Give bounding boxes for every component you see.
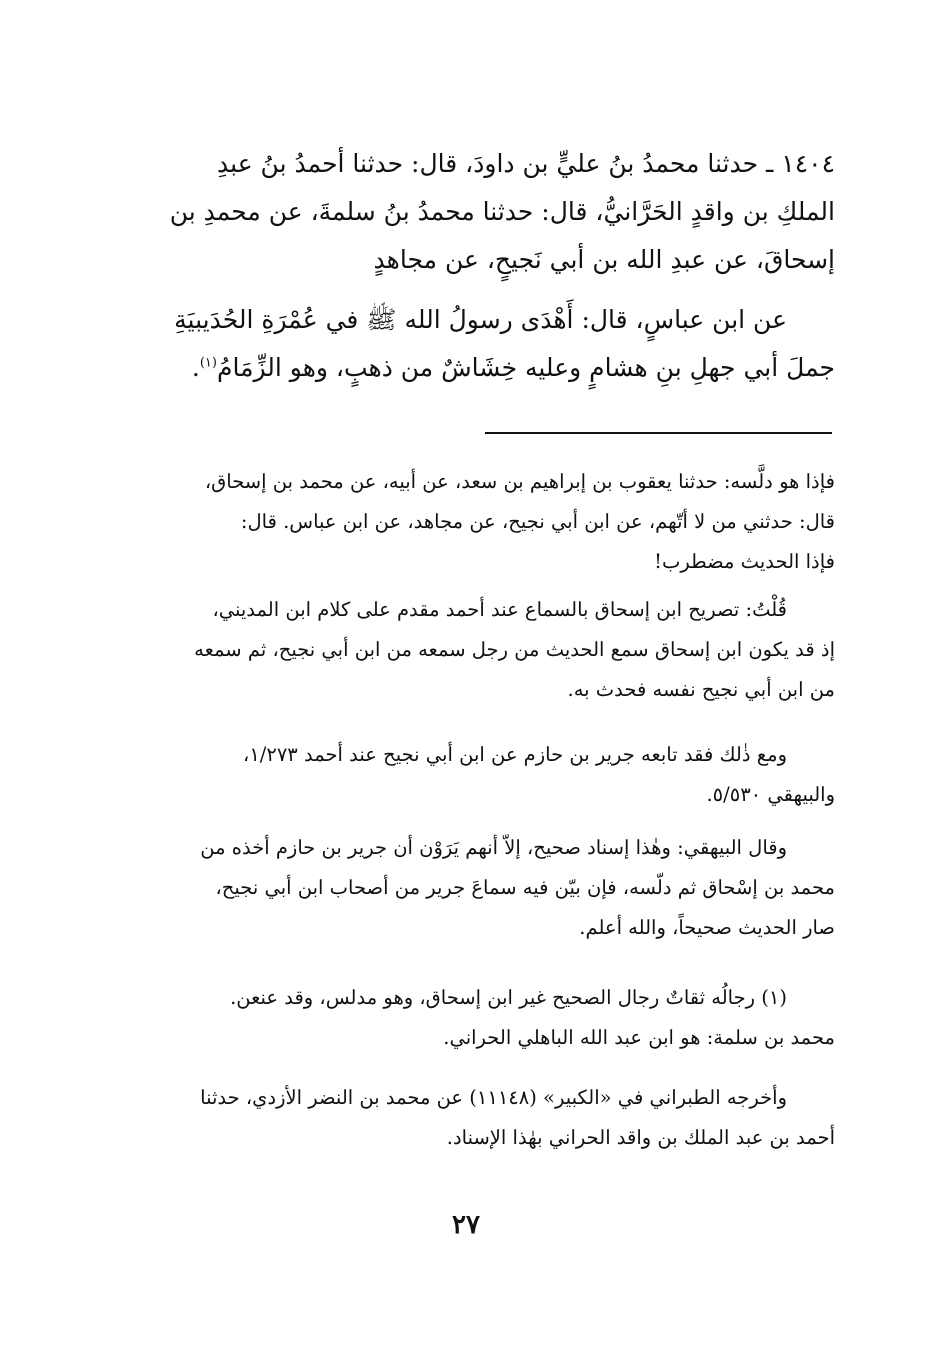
footnote-line: ومع ذٰلك فقد تابعه جرير بن حازم عن ابن أبي نجيح عند أحمد ١/٢٧٣، (243, 743, 787, 766)
matn-text: جملَ أبي جهلِ بنِ هشامٍ وعليه خِشَاشٌ من ذهبٍ، وهو الزِّمَامُ (216, 353, 835, 382)
isnad-line: الملكِ بن واقدٍ الحَرَّانيُّ، قال: حدثنا محمدُ بنُ سلمةَ، عن محمدِ بن (169, 197, 835, 226)
footnote-para-2 (135, 590, 835, 710)
footnote-line: والبيهقي ٥/٥٣٠. (706, 783, 835, 806)
footnote-line: (١) رجالُه ثقاتٌ رجال الصحيح غير ابن إسحاق، وهو مدلس، وقد عنعن. (230, 986, 787, 1009)
footnote-line: فإذا هو دلَّسه: حدثنا يعقوب بن إبراهيم بن سعد، عن أبيه، عن محمد بن إسحاق، (204, 470, 835, 493)
footnote-line: قال: حدثني من لا أتّهم، عن ابن أبي نجيح، عن مجاهد، عن ابن عباس. قال: (240, 510, 835, 533)
footnote-line: محمد بن سلمة: هو ابن عبد الله الباهلي الحراني. (443, 1026, 835, 1049)
footnote-para-1 (135, 462, 835, 582)
footnote-note-2 (135, 1078, 835, 1158)
footnote-line: صار الحديث صحيحاً، والله أعلم. (579, 916, 835, 939)
footnote-marker: (١) (199, 355, 217, 371)
footnote-line: من ابن أبي نجيح نفسه فحدث به. (567, 678, 835, 701)
footnote-separator (485, 432, 832, 434)
footnote-line: قُلْتُ: تصريح ابن إسحاق بالسماع عند أحمد مقدم على كلام ابن المديني، (212, 598, 787, 621)
footnote-line: فإذا الحديث مضطرب! (654, 550, 835, 573)
footnote-line: محمد بن إسْحاق ثم دلّسه، فإن بيّن فيه سماعَ جرير من أصحاب ابن أبي نجيح، (215, 876, 835, 899)
footnote-note-1 (135, 978, 835, 1058)
footnote-para-3 (135, 735, 835, 815)
end-mark: . (191, 353, 200, 382)
footnote-line: وأخرجه الطبراني في «الكبير» (١١١٤٨) عن محمد بن النضر الأزدي، حدثنا (200, 1086, 787, 1109)
isnad-line: إسحاقَ، عن عبدِ الله بن أبي نَجيحٍ، عن مجاهدٍ (373, 245, 835, 274)
matn-line (135, 344, 835, 392)
footnote-line: وقال البيهقي: وهٰذا إسناد صحيح، إلاّ أنهم يَرَوْن أن جرير بن حازم أخذه من (200, 836, 787, 859)
isnad-line: ١٤٠٤ ـ حدثنا محمدُ بنُ عليٍّ بن داودَ، قال: حدثنا أحمدُ بنُ عبدِ (217, 149, 835, 178)
footnote-line: أحمد بن عبد الملك بن واقد الحراني بهٰذا الإسناد. (446, 1126, 835, 1149)
footnote-para-4 (135, 828, 835, 948)
hadith-matn (135, 296, 835, 392)
hadith-isnad (135, 140, 835, 284)
page-number: ٢٧ (452, 1210, 480, 1240)
matn-line: عن ابن عباسٍ، قال: أَهْدَى رسولُ الله ﷺ في عُمْرَةِ الحُدَيبيَةِ (174, 305, 787, 334)
footnote-line: إذ قد يكون ابن إسحاق سمع الحديث من رجل سمعه من ابن أبي نجيح، ثم سمعه (194, 638, 835, 661)
